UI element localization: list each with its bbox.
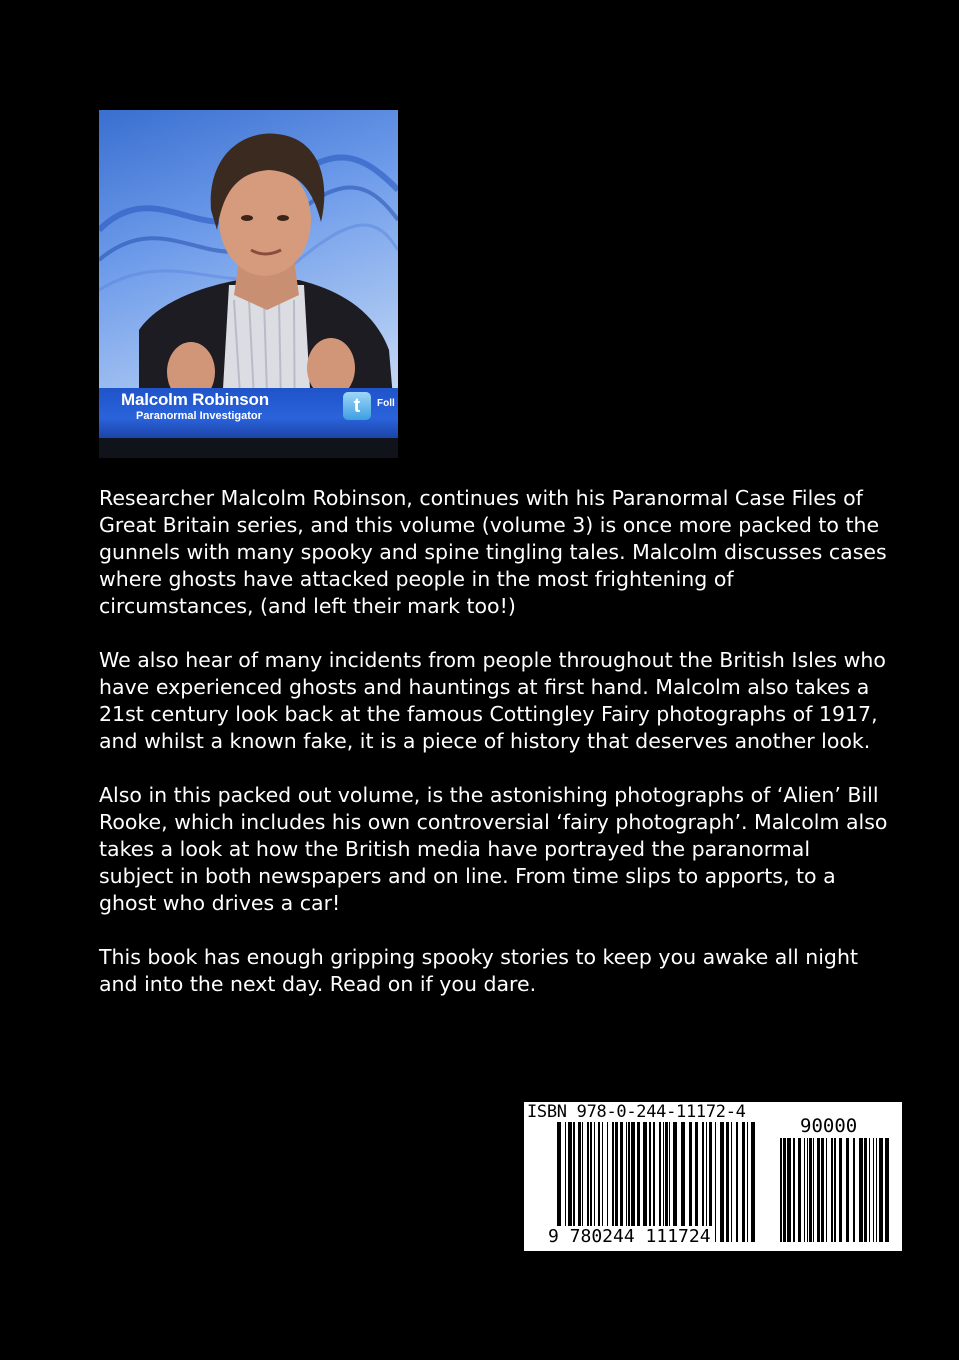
twitter-icon: t	[343, 392, 371, 420]
barcode-bar	[783, 1138, 786, 1242]
barcode-bar	[831, 1138, 833, 1242]
barcode-bar	[673, 1122, 677, 1242]
barcode-bar	[637, 1122, 640, 1242]
barcode-bar	[578, 1122, 581, 1242]
barcode-bar	[742, 1122, 745, 1242]
author-photo	[99, 110, 398, 458]
barcode-bar	[807, 1138, 808, 1242]
barcode-bar	[628, 1122, 630, 1242]
barcode-bar	[751, 1122, 755, 1242]
barcode-bar	[565, 1122, 566, 1242]
isbn-barcode	[524, 1102, 902, 1251]
barcode-bar	[780, 1138, 782, 1242]
barcode-bar	[626, 1122, 627, 1242]
blurb-paragraph: Researcher Malcolm Robinson, continues with his Paranormal Case Files of Great Britain series, and this volume (volume 3) is once more packed to the gunnels with many spooky and spine tingling tales. Malcolm discusses cases where ghosts have attacked people in the most frightening of circumstances, (and left their mark too!)	[99, 486, 887, 618]
barcode-bar	[669, 1122, 670, 1242]
barcode-bar	[573, 1122, 575, 1242]
addon-number: 90000	[800, 1115, 858, 1137]
barcode-bar	[602, 1122, 603, 1242]
barcode-bar	[582, 1122, 583, 1242]
barcode-bar	[804, 1138, 805, 1242]
barcode-bar	[615, 1122, 618, 1242]
barcode-bar	[620, 1122, 623, 1242]
barcode-bar	[598, 1122, 600, 1242]
barcode-bar	[817, 1138, 820, 1242]
barcode-bar	[813, 1138, 814, 1242]
barcode-bar	[653, 1122, 655, 1242]
barcode-bar	[663, 1122, 664, 1242]
barcode-bar	[568, 1122, 572, 1242]
barcode-bar	[731, 1122, 732, 1242]
blurb-paragraph: We also hear of many incidents from people throughout the British Isles who have experienced ghosts and hauntings at first hand. Malcolm also takes a 21st century look back at the famous Cottingley Fairy photographs of 1917, and whilst a known fake, it is a piece of history that deserves another look.	[99, 648, 886, 753]
barcode-bar	[720, 1122, 724, 1242]
barcode-bar	[607, 1122, 608, 1242]
barcode-bar	[736, 1122, 738, 1242]
barcode-bar	[709, 1122, 712, 1242]
barcode-bar	[702, 1122, 704, 1242]
barcode-bar	[695, 1122, 698, 1242]
barcode-bar	[587, 1122, 589, 1242]
barcode-bar	[594, 1122, 595, 1242]
barcode-bar	[706, 1122, 707, 1242]
barcode-bar	[879, 1138, 883, 1242]
blurb-paragraph: This book has enough gripping spooky stories to keep you awake all night and into the next day. Read on if you dare.	[99, 945, 858, 996]
barcode-bar	[747, 1122, 748, 1242]
barcode-bar	[826, 1138, 827, 1242]
barcode-bar	[557, 1122, 561, 1242]
caption-role: Paranormal Investigator	[136, 410, 262, 422]
barcode-bar	[846, 1138, 849, 1242]
barcode-bar	[689, 1122, 692, 1242]
back-cover-blurb	[99, 485, 889, 1025]
barcode-bar	[681, 1122, 685, 1242]
caption-name: Malcolm Robinson	[121, 390, 269, 409]
barcode-bar	[869, 1138, 870, 1242]
barcode-bar	[715, 1122, 716, 1242]
barcode-bar	[590, 1122, 592, 1242]
barcode-bar	[834, 1138, 836, 1242]
barcode-bar	[612, 1122, 614, 1242]
barcode-bar	[665, 1122, 668, 1242]
ean-digits: 9 780244 111724	[548, 1226, 711, 1247]
barcode-bar	[839, 1138, 842, 1242]
barcode-bar	[798, 1138, 801, 1242]
blurb-paragraph: Also in this packed out volume, is the astonishing photographs of ‘Alien’ Bill Rooke, which includes his own controversial ‘fairy photograph’. Malcolm also takes a look at how the British media have portrayed the paranormal subject in both newspapers and on line. From time slips to apports, to a ghost who drives a car!	[99, 783, 888, 915]
barcode-bar	[649, 1122, 651, 1242]
follow-text: Foll	[377, 398, 395, 409]
barcode-bar	[873, 1138, 874, 1242]
barcode-bar	[885, 1138, 889, 1242]
barcode-bar	[793, 1138, 795, 1242]
barcode-bar	[643, 1122, 647, 1242]
isbn-label: ISBN 978-0-244-11172-4	[527, 1102, 746, 1122]
barcode-bar	[631, 1122, 635, 1242]
barcode-bar	[859, 1138, 863, 1242]
barcode-bar	[876, 1138, 877, 1242]
barcode-bar	[853, 1138, 855, 1242]
barcode-bar	[659, 1122, 661, 1242]
barcode-bar	[864, 1138, 867, 1242]
barcode-bar	[787, 1138, 791, 1242]
barcode-bar	[726, 1122, 729, 1242]
barcode-bar	[809, 1138, 812, 1242]
barcode-bar	[821, 1138, 824, 1242]
